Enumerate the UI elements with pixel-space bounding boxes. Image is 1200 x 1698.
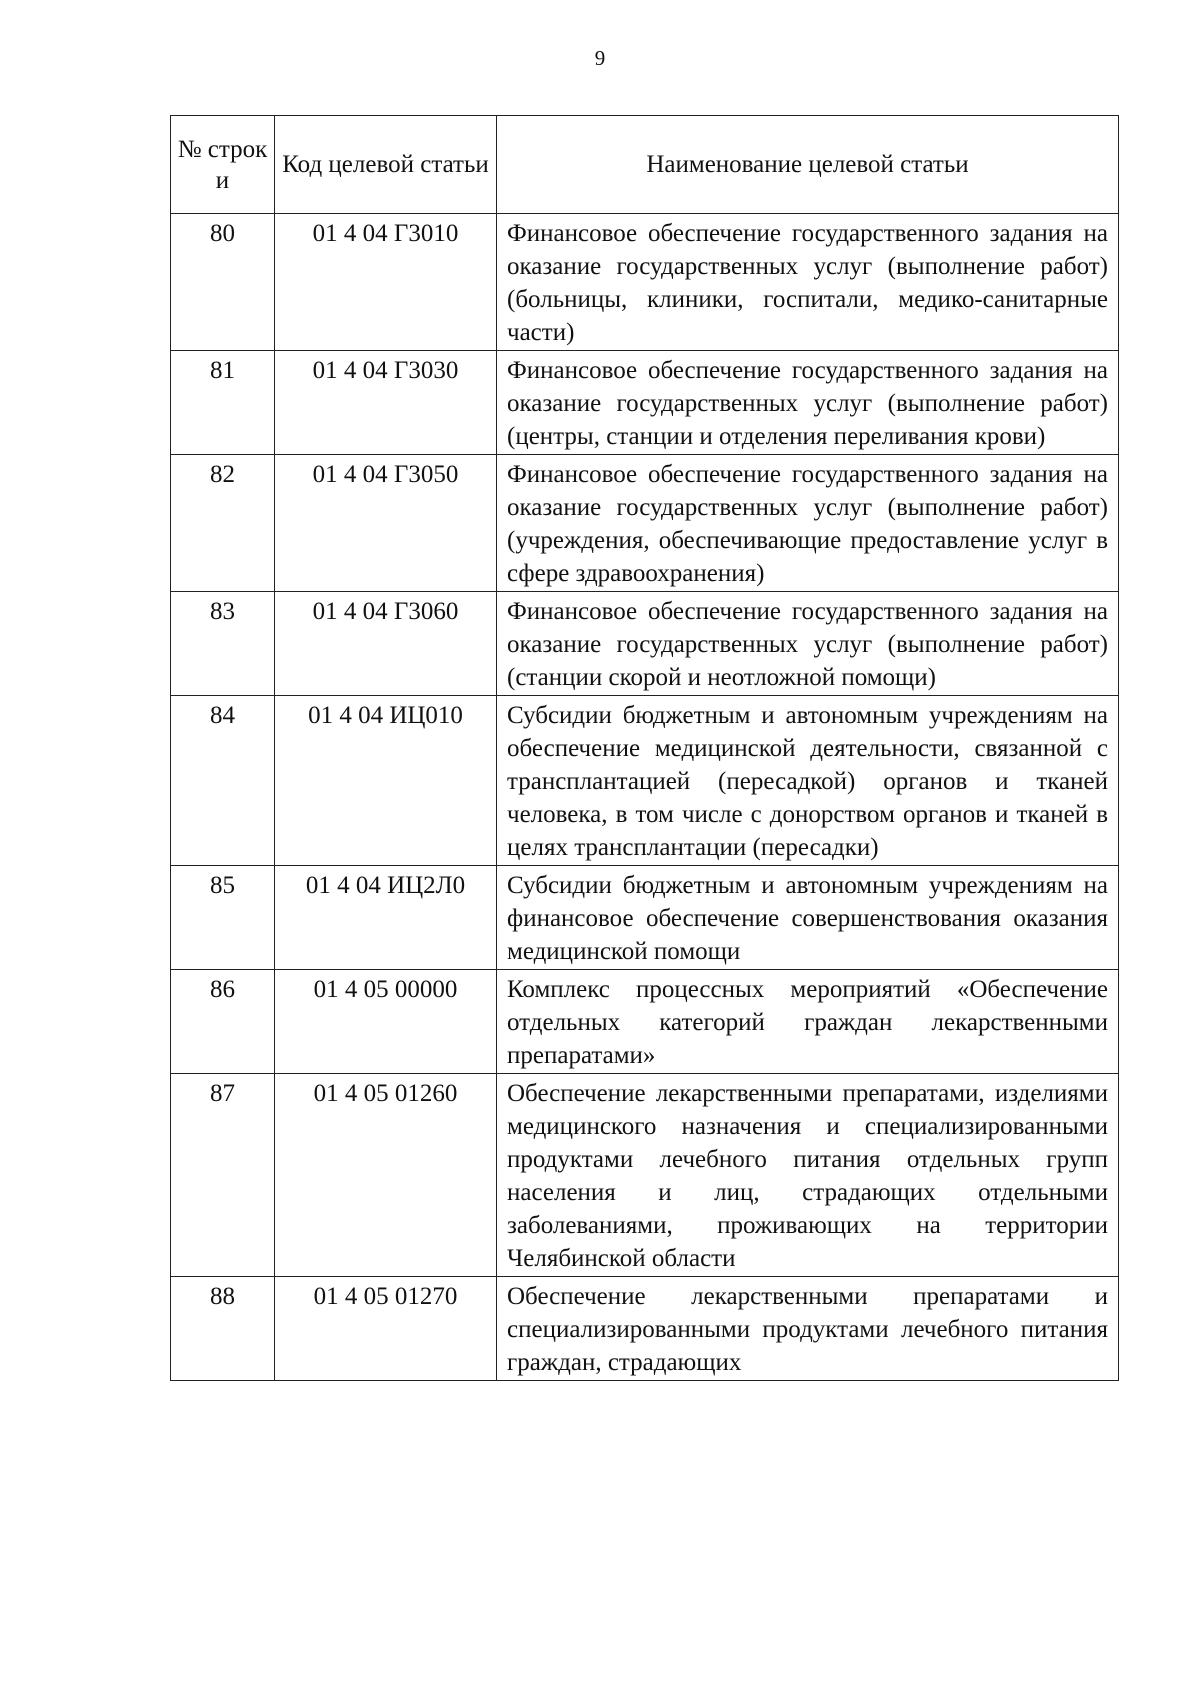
article-code: 01 4 05 00000 [275,970,497,1074]
row-number: 80 [171,214,275,351]
header-name: Наименование целевой статьи [497,116,1119,214]
table-row [171,351,1119,455]
row-number: 84 [171,696,275,866]
table-row [171,866,1119,970]
page-number: 9 [594,46,606,70]
article-code: 01 4 04 Г3060 [275,592,497,696]
row-number: 81 [171,351,275,455]
table-header-row [171,116,1119,214]
row-number: 87 [171,1074,275,1277]
article-code: 01 4 05 01260 [275,1074,497,1277]
header-code: Код целевой статьи [275,116,497,214]
table-row [171,1074,1119,1277]
row-number: 88 [171,1277,275,1381]
table-row [171,970,1119,1074]
target-articles-table [170,115,1119,1381]
article-name: Обеспечение лекарственными препаратами и специализированными продуктами лечебного питания граждан, страдающих [497,1277,1119,1381]
table-row [171,592,1119,696]
article-code: 01 4 05 01270 [275,1277,497,1381]
table-row [171,1277,1119,1381]
row-number: 85 [171,866,275,970]
article-name: Финансовое обеспечение государственного задания на оказание государственных услуг (выполнение работ) (учреждения, обеспечивающие предоставление услуг в сфере здравоохранения) [497,455,1119,592]
article-code: 01 4 04 Г3030 [275,351,497,455]
article-name: Финансовое обеспечение государственного задания на оказание государственных услуг (выполнение работ) (станции скорой и неотложной помощи) [497,592,1119,696]
table-row [171,455,1119,592]
article-name: Субсидии бюджетным и автономным учреждениям на финансовое обеспечение совершенствования оказания медицинской помощи [497,866,1119,970]
article-code: 01 4 04 ИЦ2Л0 [275,866,497,970]
article-name: Финансовое обеспечение государственного задания на оказание государственных услуг (выполнение работ) (центры, станции и отделения переливания крови) [497,351,1119,455]
table-row [171,214,1119,351]
row-number: 82 [171,455,275,592]
article-code: 01 4 04 Г3050 [275,455,497,592]
article-name: Субсидии бюджетным и автономным учреждениям на обеспечение медицинской деятельности, связанной с трансплантацией (пересадкой) органов и тканей человека, в том числе с донорством органов и тканей в целях трансплантации (пересадки) [497,696,1119,866]
article-name: Комплекс процессных мероприятий «Обеспечение отдельных категорий граждан лекарственными препаратами» [497,970,1119,1074]
article-code: 01 4 04 ИЦ010 [275,696,497,866]
article-name: Обеспечение лекарственными препаратами, изделиями медицинского назначения и специализированными продуктами лечебного питания отдельных групп населения и лиц, страдающих отдельными заболеваниями, проживающих на территории Челябинской области [497,1074,1119,1277]
article-name: Финансовое обеспечение государственного задания на оказание государственных услуг (выполнение работ) (больницы, клиники, госпитали, медико-санитарные части) [497,214,1119,351]
header-row-number: № строк и [171,116,275,214]
article-code: 01 4 04 Г3010 [275,214,497,351]
table-row [171,696,1119,866]
row-number: 86 [171,970,275,1074]
row-number: 83 [171,592,275,696]
